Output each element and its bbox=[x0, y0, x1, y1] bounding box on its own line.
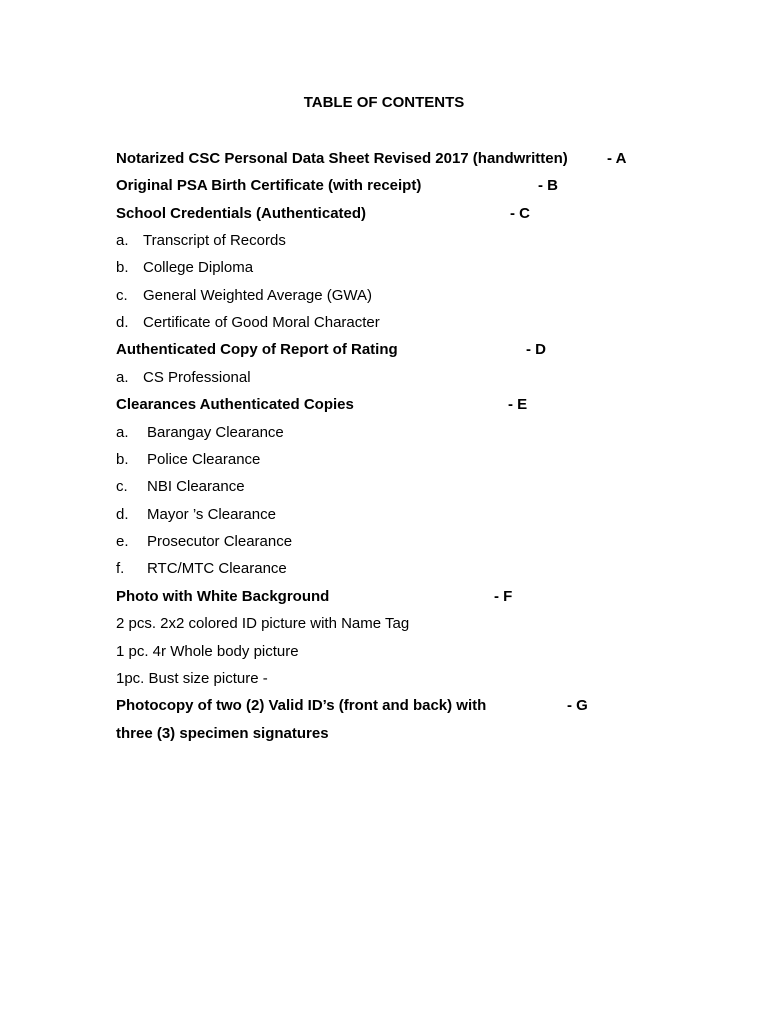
list-item-text: Prosecutor Clearance bbox=[147, 533, 293, 550]
list-marker: d. bbox=[116, 506, 129, 523]
list-item-text: Certificate of Good Moral Character bbox=[143, 314, 380, 331]
section-heading-g-continuation: three (3) specimen signatures bbox=[116, 725, 329, 742]
section-heading-e: Clearances Authenticated Copies bbox=[116, 396, 354, 413]
text-line: 1 pc. 4r Whole body picture bbox=[116, 643, 299, 660]
list-item-text: College Diploma bbox=[143, 259, 254, 276]
section-code-c: - C bbox=[510, 205, 530, 222]
section-code-b: - B bbox=[538, 177, 558, 194]
section-heading-b: Original PSA Birth Certificate (with receipt) bbox=[116, 177, 422, 194]
section-code-d: - D bbox=[526, 341, 546, 358]
page-title: TABLE OF CONTENTS bbox=[303, 94, 465, 111]
section-heading-g: Photocopy of two (2) Valid ID’s (front and back) with bbox=[116, 697, 487, 714]
section-heading-c: School Credentials (Authenticated) bbox=[116, 205, 367, 222]
list-item-text: RTC/MTC Clearance bbox=[147, 560, 287, 577]
list-marker: d. bbox=[116, 314, 129, 331]
list-item bbox=[116, 506, 276, 524]
list-marker: b. bbox=[116, 259, 129, 276]
list-item bbox=[116, 259, 253, 277]
list-item-text: Police Clearance bbox=[147, 451, 261, 468]
section-code-e: - E bbox=[508, 396, 528, 413]
list-marker: b. bbox=[116, 451, 129, 468]
section-code-a: - A bbox=[607, 150, 627, 167]
list-item-text: CS Professional bbox=[143, 369, 251, 386]
section-heading-d: Authenticated Copy of Report of Rating bbox=[116, 341, 398, 358]
text-line: 2 pcs. 2x2 colored ID picture with Name Tag bbox=[116, 615, 410, 632]
list-item bbox=[116, 424, 284, 442]
list-marker: a. bbox=[116, 424, 129, 441]
section-heading-a: Notarized CSC Personal Data Sheet Revised 2017 (handwritten) bbox=[116, 150, 568, 167]
list-item-text: Barangay Clearance bbox=[147, 424, 284, 441]
text-line: 1pc. Bust size picture - bbox=[116, 670, 268, 687]
list-item bbox=[116, 533, 292, 551]
list-marker: f. bbox=[116, 560, 125, 577]
list-marker: c. bbox=[116, 287, 128, 304]
section-code-g: - G bbox=[567, 697, 588, 714]
list-marker: c. bbox=[116, 478, 128, 495]
list-item bbox=[116, 287, 372, 305]
list-item bbox=[116, 232, 286, 250]
section-code-f: - F bbox=[494, 588, 513, 605]
list-marker: a. bbox=[116, 232, 129, 249]
list-item bbox=[116, 369, 251, 387]
section-heading-f: Photo with White Background bbox=[116, 588, 330, 605]
list-item bbox=[116, 314, 380, 332]
list-item-text: NBI Clearance bbox=[147, 478, 245, 495]
list-item-text: General Weighted Average (GWA) bbox=[143, 287, 372, 304]
list-item-text: Mayor ’s Clearance bbox=[147, 506, 276, 523]
list-item bbox=[116, 478, 245, 496]
list-item bbox=[116, 451, 260, 469]
list-marker: a. bbox=[116, 369, 129, 386]
list-item bbox=[116, 560, 287, 578]
list-item-text: Transcript of Records bbox=[143, 232, 286, 249]
list-marker: e. bbox=[116, 533, 129, 550]
